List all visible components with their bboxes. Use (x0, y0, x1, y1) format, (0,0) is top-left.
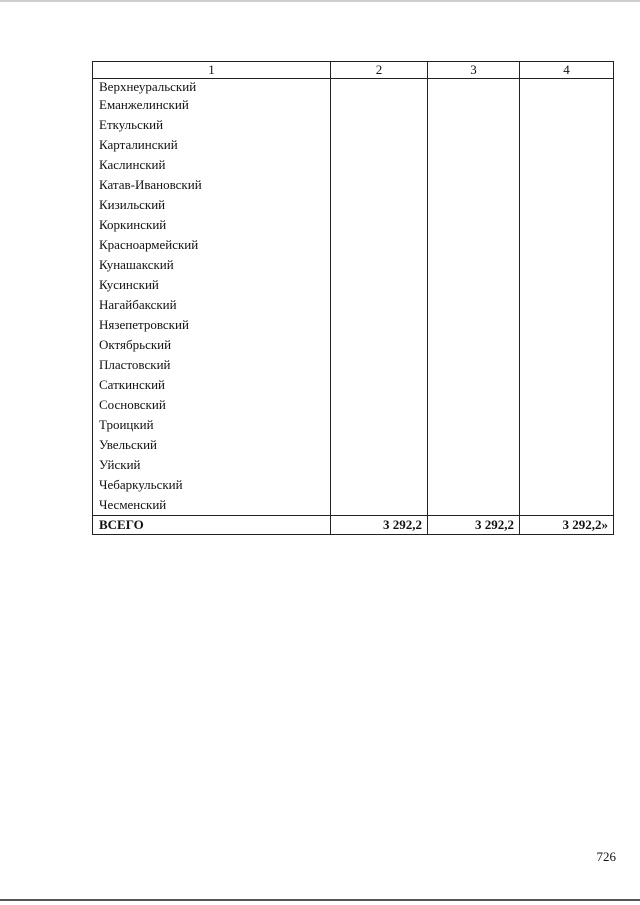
cell-col-2 (331, 79, 428, 96)
table-row (93, 335, 614, 355)
cell-col-2 (331, 495, 428, 516)
cell-col-4 (520, 215, 614, 235)
cell-col-3 (428, 495, 520, 516)
cell-col-4 (520, 475, 614, 495)
table-row (93, 455, 614, 475)
page-top-edge (0, 0, 640, 2)
cell-col-2 (331, 95, 428, 115)
district-name: Уйский (93, 455, 331, 475)
district-name: Еманжелинский (93, 95, 331, 115)
cell-col-2 (331, 275, 428, 295)
cell-col-2 (331, 395, 428, 415)
cell-col-3 (428, 135, 520, 155)
table-row (93, 275, 614, 295)
cell-col-2 (331, 455, 428, 475)
district-name: Кусинский (93, 275, 331, 295)
table-row (93, 395, 614, 415)
table-row (93, 315, 614, 335)
table-body (93, 79, 614, 516)
district-name: Пластовский (93, 355, 331, 375)
cell-col-3 (428, 175, 520, 195)
cell-col-3 (428, 315, 520, 335)
cell-col-4 (520, 495, 614, 516)
cell-col-4 (520, 455, 614, 475)
district-name: Троицкий (93, 415, 331, 435)
cell-col-2 (331, 435, 428, 455)
cell-col-3 (428, 255, 520, 275)
district-name: Еткульский (93, 115, 331, 135)
table-row (93, 295, 614, 315)
cell-col-4 (520, 175, 614, 195)
cell-col-4 (520, 375, 614, 395)
cell-col-4 (520, 115, 614, 135)
cell-col-3 (428, 235, 520, 255)
header-col-1: 1 (93, 62, 331, 79)
cell-col-3 (428, 115, 520, 135)
cell-col-2 (331, 155, 428, 175)
cell-col-4 (520, 335, 614, 355)
district-name: Коркинский (93, 215, 331, 235)
cell-col-2 (331, 415, 428, 435)
table-row (93, 95, 614, 115)
cell-col-3 (428, 95, 520, 115)
district-name: Катав-Ивановский (93, 175, 331, 195)
cell-col-3 (428, 375, 520, 395)
district-name: Кизильский (93, 195, 331, 215)
cell-col-4 (520, 355, 614, 375)
district-name: Чебаркульский (93, 475, 331, 495)
cell-col-3 (428, 475, 520, 495)
header-col-4: 4 (520, 62, 614, 79)
cell-col-2 (331, 195, 428, 215)
cell-col-2 (331, 255, 428, 275)
cell-col-3 (428, 455, 520, 475)
cell-col-2 (331, 375, 428, 395)
district-name: Красноармейский (93, 235, 331, 255)
table-row (93, 195, 614, 215)
header-col-2: 2 (331, 62, 428, 79)
cell-col-2 (331, 135, 428, 155)
cell-col-4 (520, 315, 614, 335)
cell-col-4 (520, 395, 614, 415)
table-row (93, 415, 614, 435)
district-name: Увельский (93, 435, 331, 455)
table-row (93, 355, 614, 375)
cell-col-3 (428, 355, 520, 375)
table-row (93, 475, 614, 495)
cell-col-4 (520, 155, 614, 175)
table-row (93, 155, 614, 175)
cell-col-3 (428, 79, 520, 96)
page-number: 726 (596, 849, 616, 864)
table-row (93, 215, 614, 235)
header-col-3: 3 (428, 62, 520, 79)
total-col-2: 3 292,2 (331, 516, 428, 535)
cell-col-3 (428, 395, 520, 415)
table-row (93, 375, 614, 395)
district-name: Октябрьский (93, 335, 331, 355)
cell-col-3 (428, 215, 520, 235)
cell-col-4 (520, 415, 614, 435)
table-row (93, 255, 614, 275)
cell-col-4 (520, 235, 614, 255)
cell-col-3 (428, 275, 520, 295)
cell-col-4 (520, 255, 614, 275)
table-row (93, 235, 614, 255)
total-label: ВСЕГО (93, 516, 331, 535)
table-row (93, 495, 614, 516)
district-name: Карталинский (93, 135, 331, 155)
cell-col-4 (520, 135, 614, 155)
district-name: Каслинский (93, 155, 331, 175)
cell-col-2 (331, 355, 428, 375)
table-row (93, 115, 614, 135)
cell-col-3 (428, 415, 520, 435)
table-row (93, 435, 614, 455)
district-name: Чесменский (93, 495, 331, 516)
cell-col-2 (331, 115, 428, 135)
cell-col-2 (331, 475, 428, 495)
total-col-3: 3 292,2 (428, 516, 520, 535)
district-name: Нязепетровский (93, 315, 331, 335)
cell-col-2 (331, 215, 428, 235)
cell-col-2 (331, 315, 428, 335)
cell-col-3 (428, 435, 520, 455)
district-name: Кунашакский (93, 255, 331, 275)
cell-col-3 (428, 155, 520, 175)
cell-col-3 (428, 335, 520, 355)
total-col-4: 3 292,2» (520, 516, 614, 535)
district-table (92, 61, 614, 535)
district-name: Саткинский (93, 375, 331, 395)
cell-col-4 (520, 435, 614, 455)
cell-col-4 (520, 95, 614, 115)
table-row (93, 175, 614, 195)
table-row (93, 135, 614, 155)
total-row (93, 516, 614, 535)
cell-col-2 (331, 335, 428, 355)
cell-col-2 (331, 235, 428, 255)
page-bottom-edge (0, 899, 640, 901)
cell-col-2 (331, 295, 428, 315)
cell-col-3 (428, 195, 520, 215)
cell-col-3 (428, 295, 520, 315)
district-name: Сосновский (93, 395, 331, 415)
cell-col-2 (331, 175, 428, 195)
district-name: Нагайбакский (93, 295, 331, 315)
cell-col-4 (520, 79, 614, 96)
header-row (93, 62, 614, 79)
cell-col-4 (520, 295, 614, 315)
cell-col-4 (520, 275, 614, 295)
table-row (93, 79, 614, 96)
district-name: Верхнеуральский (93, 79, 331, 96)
cell-col-4 (520, 195, 614, 215)
